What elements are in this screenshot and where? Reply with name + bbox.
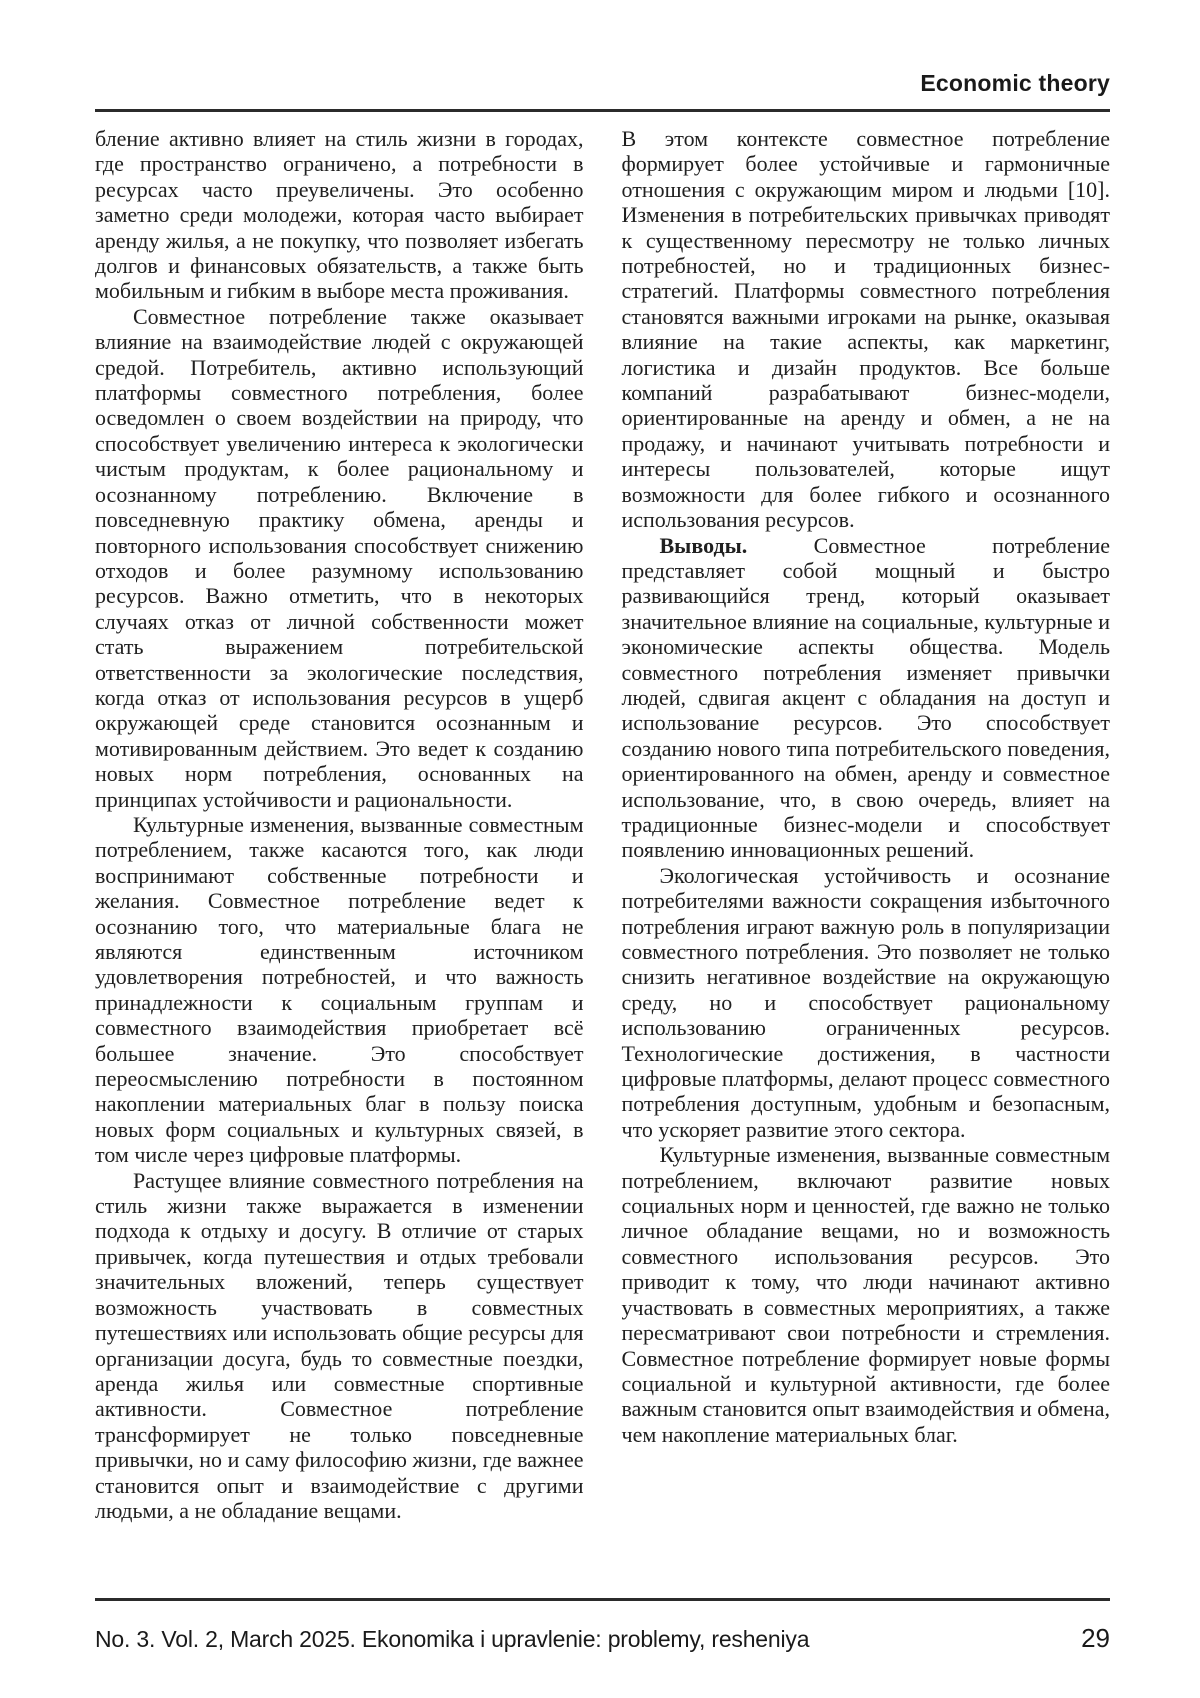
footer-rule <box>95 1598 1110 1601</box>
paragraph-conclusions <box>622 533 1111 863</box>
running-head: Economic theory <box>920 70 1110 96</box>
paragraph: Совместное потребление также оказывает влияние на взаимодействие людей с окружающей средой. Потребитель, активно использующий платформы совместного потребления, более осведомлен о своем воздействии на природу, что способствует увеличению интереса к экологически чистым продуктам, к более рациональному и осознанному потреблению. Включение в повседневную практику обмена, аренды и повторного использования способствует снижению отходов и более разумному использованию ресурсов. Важно отметить, что в некоторых случаях отказ от личной собственности может стать выражением потребительской ответственности за экологические последствия, когда отказ от использования ресурсов в ущерб окружающей среде становится осознанным и мотивированным действием. Это ведет к созданию новых норм потребления, основанных на принципах устойчивости и рациональности. <box>95 303 584 812</box>
paragraph: Растущее влияние совместного потребления на стиль жизни также выражается в изменении подхода к отдыху и досугу. В отличие от старых привычек, когда путешествия и отдых требовали значительных вложений, теперь существует возможность участвовать в совместных путешествиях или использовать общие ресурсы для организации досуга, будь то совместные поездки, аренда жилья или совместные спортивные активности. Совместное потребление трансформирует не только повседневные привычки, но и саму философию жизни, где важнее становится опыт и взаимодействие с другими людьми, а не обладание вещами. <box>95 1167 584 1523</box>
conclusions-label: Выводы. <box>659 532 748 558</box>
page-number: 29 <box>1081 1623 1110 1653</box>
column-right <box>622 126 1111 1466</box>
paragraph: Экологическая устойчивость и осознание потребителями важности сокращения избыточного потребления играют важную роль в популяризации совместного потребления. Это позволяет не только снизить негативное воздействие на окружающую среду, но и способствует рациональному использованию ограниченных ресурсов. Технологические достижения, в частности цифровые платформы, делают процесс совместного потребления доступным, удобным и безопасным, что ускоряет развитие этого сектора. <box>621 862 1110 1142</box>
page-header <box>95 0 1110 112</box>
header-rule <box>95 109 1110 112</box>
column-left <box>95 126 584 1523</box>
paragraph-continuation: бление активно влияет на стиль жизни в городах, где пространство ограничено, а потребности в ресурсах часто преувеличены. Это особенно заметно среди молодежи, которая часто выбирает аренду жилья, а не покупку, что позволяет избегать долгов и финансовых обязательств, а также быть мобильным и гибким в выборе места проживания. <box>95 126 584 304</box>
paragraph: Культурные изменения, вызванные совместным потреблением, также касаются того, как люди воспринимают собственные потребности и желания. Совместное потребление ведет к осознанию того, что материальные блага не являются единственным источником удовлетворения потребностей, и что важность принадлежности к социальным группам и совместного взаимодействия приобретает всё большее значение. Это способствует переосмыслению потребности в постоянном накоплении материальных благ в пользу поиска новых форм социальных и культурных связей, в том числе через цифровые платформы. <box>95 811 584 1168</box>
article-body <box>95 126 1110 1523</box>
paragraph: Культурные изменения, вызванные совместным потреблением, включают развитие новых социальных норм и ценностей, где важно не только личное обладание вещами, но и возможность совместного использования ресурсов. Это приводит к тому, что люди начинают активно участвовать в совместных мероприятиях, а также пересматривают свои потребности и стремления. Совместное потребление формирует новые формы социальной и культурной активности, где более важным становится опыт взаимодействия и обмена, чем накопление материальных благ. <box>621 1142 1110 1447</box>
journal-line: No. 3. Vol. 2, March 2025. Ekonomika i upravlenie: problemy, resheniya <box>95 1626 810 1652</box>
page-footer <box>95 1598 1110 1654</box>
paragraph-continuation: В этом контексте совместное потребление формирует более устойчивые и гармоничные отношения с окружающим миром и людьми [10]. Изменения в потребительских привычках приводят к существенному пересмотру не только личных потребностей, но и традиционных бизнес-стратегий. Платформы совместного потребления становятся важными игроками на рынке, оказывая влияние на такие аспекты, как маркетинг, логистика и дизайн продуктов. Все больше компаний разрабатывают бизнес-модели, ориентированные на аренду и обмен, а не на продажу, и начинают учитывать потребности и интересы пользователей, которые ищут возможности для более гибкого и осознанного использования ресурсов. <box>621 126 1110 533</box>
paragraph-text: Совместное потребление представляет собой мощный и быстро развивающийся тренд, который оказывает значительное влияние на социальные, культурные и экономические аспекты общества. Модель совместного потребления изменяет привычки людей, сдвигая акцент с обладания на доступ и использование ресурсов. Это способствует созданию нового типа потребительского поведения, ориентированного на обмен, аренду и совместное использование, что, в свою очередь, влияет на традиционные бизнес-модели и способствует появлению инновационных решений. <box>621 532 1110 863</box>
